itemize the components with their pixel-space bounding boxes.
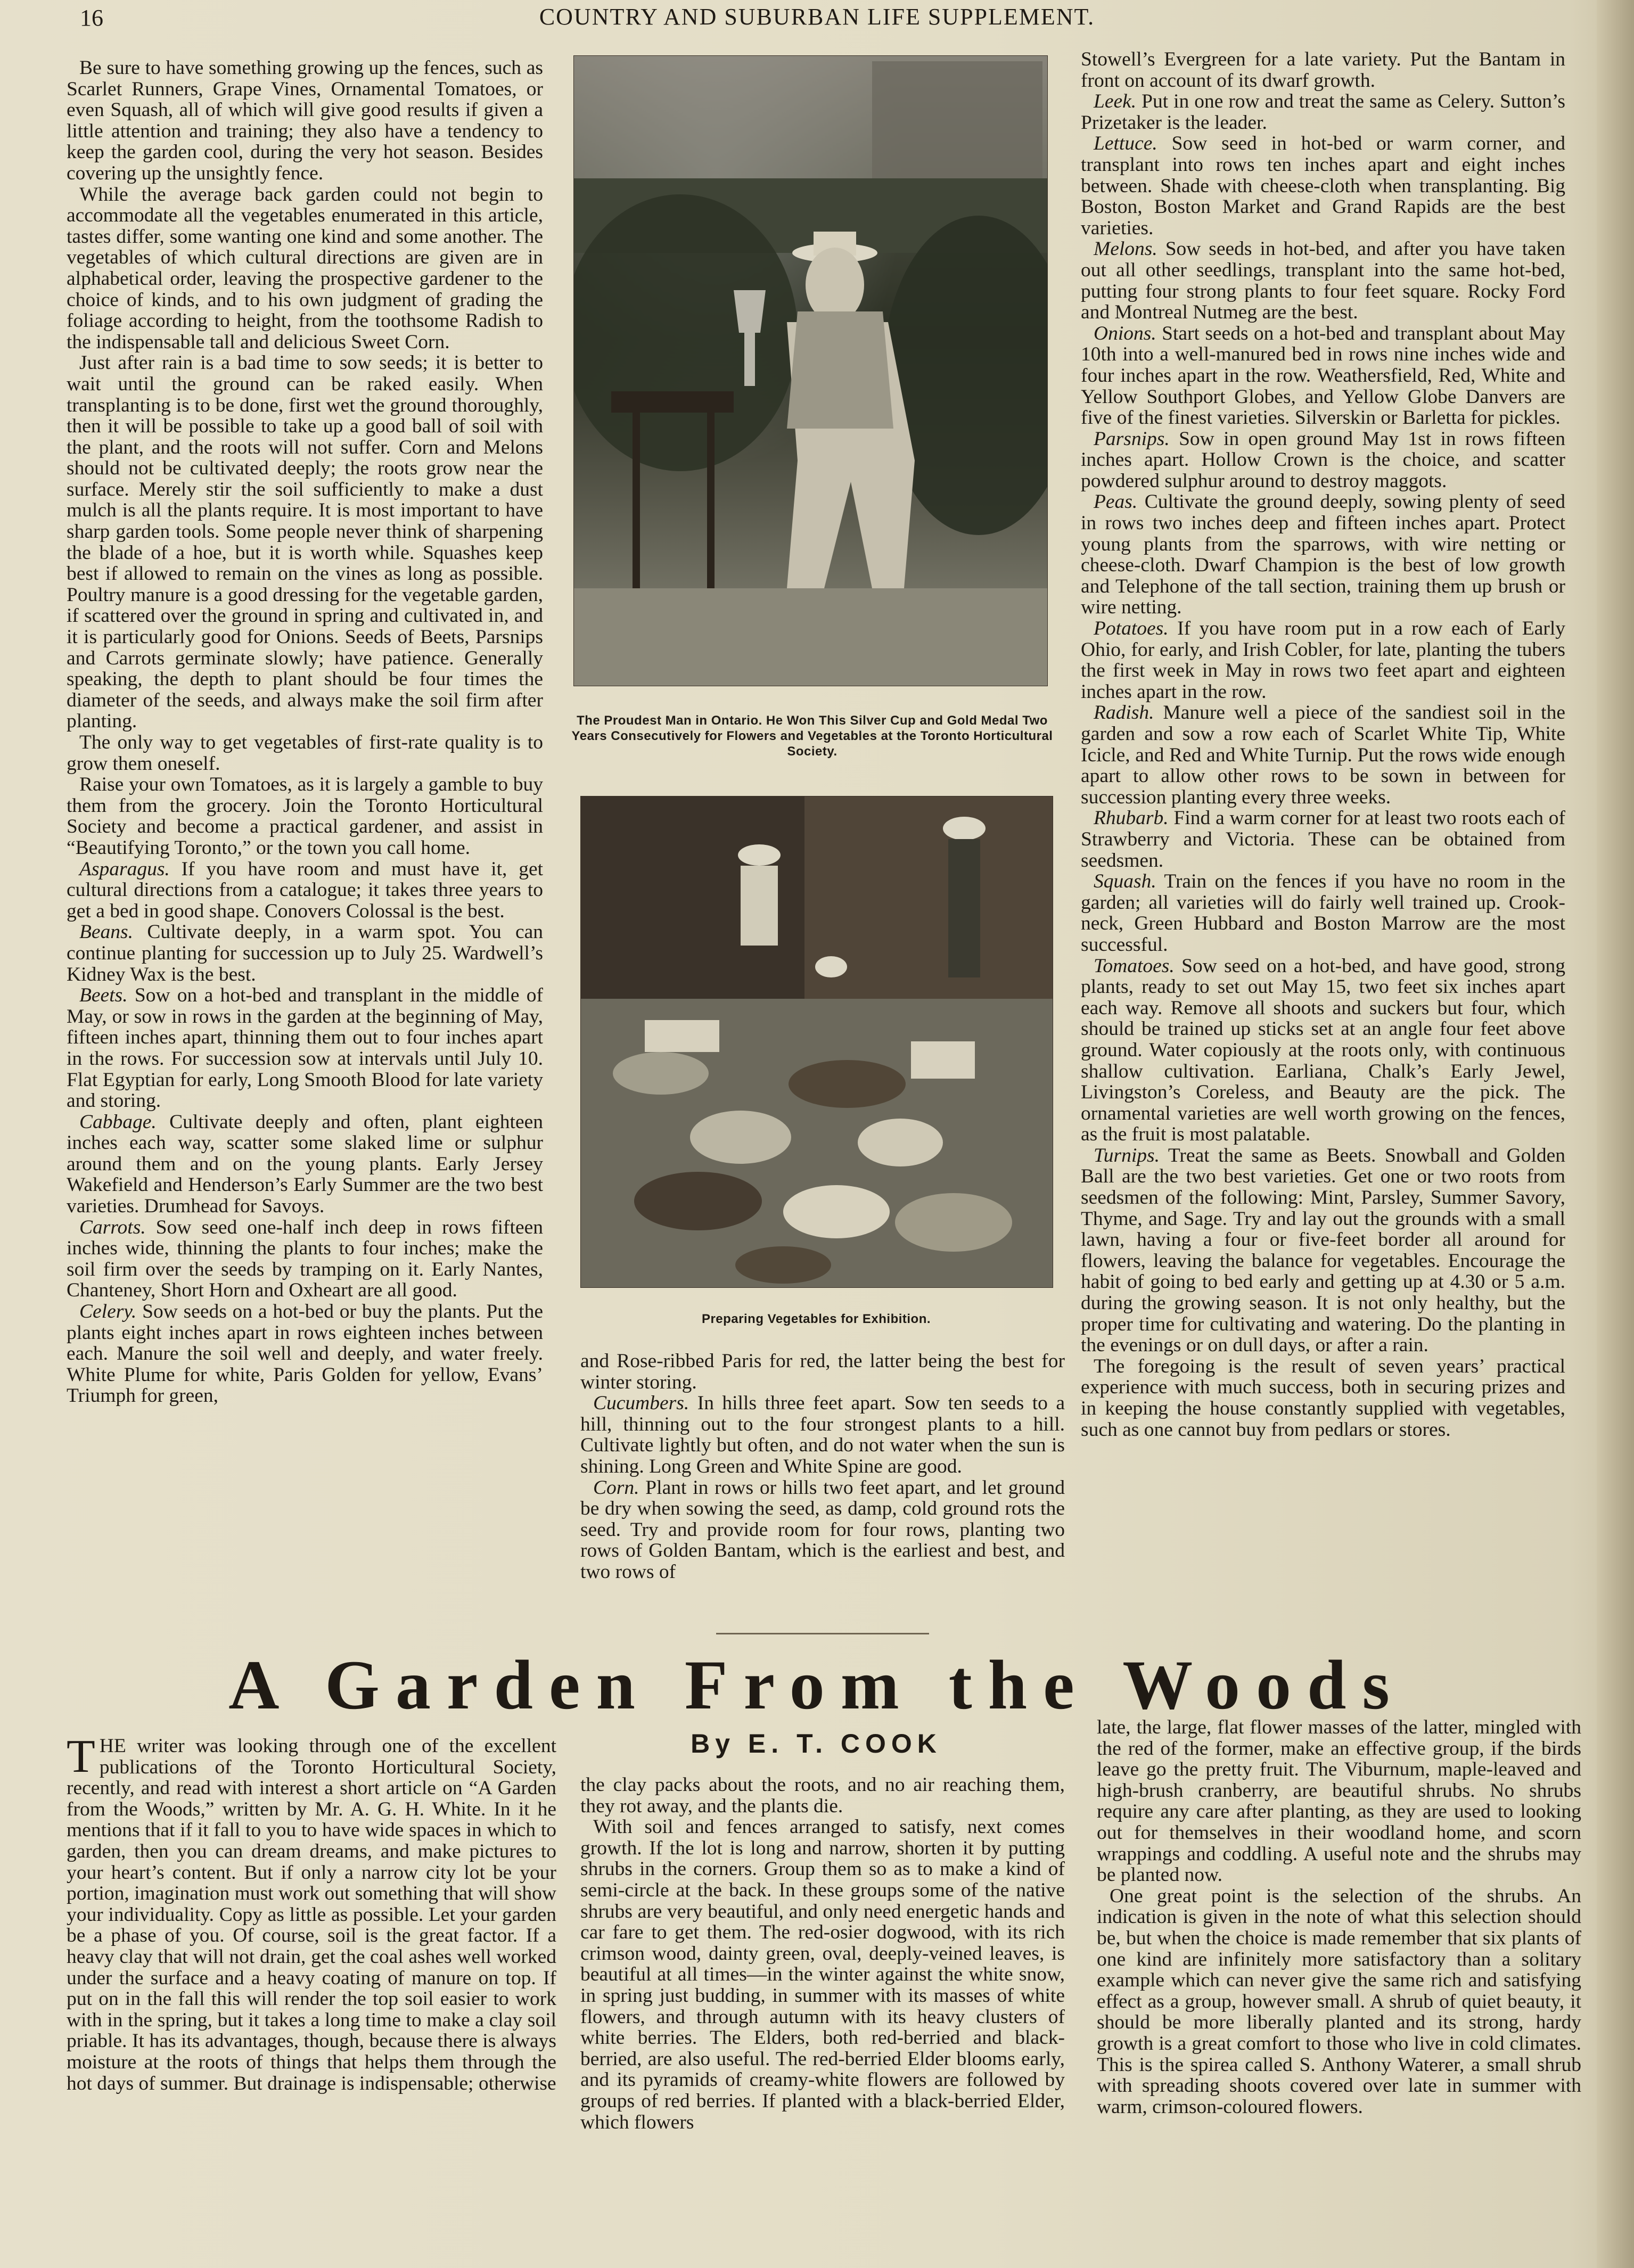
article2-byline: By E. T. COOK bbox=[691, 1729, 942, 1758]
article2-first-paragraph: THE writer was looking through one of the excellent publications of the Toronto Horticultural Society, recently, and read with interest a short article on “A Garden from the Woods,” written by Mr. A. G. H. White. In it he mentions that if it fall to you to have wide spaces in which to garden, then you can dream dreams, and make pictures to your heart’s content. But if only a narrow city lot be your portion, imagination must work out something that will show your individuality. Copy as little as possible. Let your garden be a phase of you. Of course, soil is the great factor. If a heavy clay that will not drain, get the coal ashes well worked under the surface and a heavy coating of manure on top. If put on in the fall this will render the top soil easier to work with in the spring, but it takes a long time to make a clay soil priable. It has its advantages, though, because there is always moisture at the roots of things that helps them through the hot days of summer. But drainage is indispensable; otherwise bbox=[67, 1731, 556, 2094]
paragraph-continuation: the clay packs about the roots, and no air reaching them, they rot away, and the plants die. bbox=[580, 1774, 1065, 1817]
paragraph: Just after rain is a bad time to sow seeds; it is better to wait until the ground can be raked easily. When transplanting is to be done, first wet the ground thoroughly, then it will be possible to take up a good ball of soil with the plant, and the roots will not suffer. Corn and Melons should not be cultivated deeply; the roots grow near the surface. Merely stir the soil sufficiently to make a dust mulch is all the plants require. It is most important to have sharp garden tools. Some people never think of sharpening the blade of a hoe, but it is worth while. Squashes keep best if allowed to remain on the vines as long as possible. Poultry manure is a good dressing for the vegetable garden, if scattered over the ground in spring and cultivated in, and it is particularly good for Onions. Seeds of Beets, Parsnips and Carrots germinate slowly; have patience. Generally speaking, the depth to plant should be four times the diameter of the seeds, and always make the soil firm after planting. bbox=[67, 352, 543, 733]
entry-beans: Beans. Cultivate deeply, in a warm spot. You can continue planting for succession up to July 25. Wardwell’s Kidney Wax is the best. bbox=[67, 921, 544, 985]
entry-name: Celery. bbox=[79, 1301, 137, 1323]
entry-name: Peas. bbox=[1094, 491, 1138, 513]
entry-corn: Corn. Plant in rows or hills two feet apart, and let ground be dry when sowing the seed, as damp, cold ground rots the seed. Try and provide room for four rows, planting two rows of Golden Bantam, which is the earliest and best, and two rows of bbox=[580, 1476, 1065, 1583]
paragraph: The only way to get vegetables of first-rate quality is to grow them oneself. bbox=[67, 732, 543, 775]
photo2-caption: Preparing Vegetables for Exhibition. bbox=[701, 1312, 931, 1326]
entry-tomatoes: Tomatoes. Sow seed on a hot-bed, and have good, strong plants, ready to set out May 15, two feet six inches apart each way. Remove all shoots and suckers but four, which should be trained up sticks set at an angle four feet above ground. Water copiously at the roots only, with continuous shallow cultivation. Earliana, Chalk’s Early Jewel, Livingston’s Coreless, and Beauty are the pick. The ornamental varieties are well worth growing on the fences, as the fruit is most palatable. bbox=[1081, 955, 1565, 1146]
entry-celery: Celery. Sow seeds on a hot-bed or buy the plants. Put the plants eight inches apart in rows eighteen inches between each. Manure the soil well and deeply, and water freely. White Plume for white, Paris Golden for yellow, Evans’ Triumph for green, bbox=[67, 1301, 543, 1407]
entry-name: Melons. bbox=[1094, 238, 1157, 260]
entry-name: Potatoes. bbox=[1094, 618, 1169, 640]
article2-column-3 bbox=[1097, 1717, 1581, 2117]
entry-cucumbers: Cucumbers. In hills three feet apart. Sow ten seeds to a hill, thinning out to the four strongest plants to a hill. Cultivate lightly but often, and do not water when the sun is shining. Long Green and White Spine are good. bbox=[580, 1392, 1065, 1477]
entry-potatoes: Potatoes. If you have room put in a row each of Early Ohio, for early, and Irish Cobler, for late, planting the tubers the first week in May in rows two feet apart and eighteen inches apart in the row. bbox=[1081, 618, 1566, 703]
paragraph: With soil and fences arranged to satisfy, next comes growth. If the lot is long and narrow, shorten it by putting shrubs in the corners. Group them so as to make a kind of semi-circle at the back. In these groups some of the native shrubs are very beautiful, and only need energetic hands and car fare to get them. The red-osier dogwood, with its rich crimson wood, dainty green, oval, deeply-veined leaves, is beautiful at all times—in the winter against the white snow, in spring just budding, in summer with its masses of white flowers, and through autumn with its heavy clusters of white berries. The Elders, both red-berried and black-berried, are also useful. The red-berried Elder blooms early, and its pyramids of creamy-white flowers are followed by groups of red berries. If planted with a black-berried Elder, which flowers bbox=[580, 1816, 1065, 2133]
entry-name: Onions. bbox=[1094, 322, 1156, 344]
entry-squash: Squash. Train on the fences if you have no room in the garden; all varieties will do fairly well trained up. Crook-neck, Green Hubbard and Boston Marrow are the most successful. bbox=[1081, 870, 1565, 956]
entry-beets: Beets. Sow on a hot-bed and transplant in the middle of May, or sow in rows in the garden at the beginning of May, fifteen inches apart, thinning them out to four inches apart in the rows. For succession sow at intervals until July 10. Flat Egyptian for early, Long Smooth Blood for late variety and storing. bbox=[67, 984, 543, 1112]
photo-vegetables-illustration bbox=[581, 796, 1053, 1287]
entry-name: Turnips. bbox=[1094, 1144, 1160, 1166]
entry-name: Leek. bbox=[1094, 91, 1137, 113]
paragraph: One great point is the selection of the shrubs. An indication is given in the note of what this selection should be, but when the choice is made remember that six plants of one kind are infinitely more satisfactory than a solitary example which can never give the same rich and satisfying effect as a group, however small. A shrub of quiet beauty, it should be more liberally planted and its strong, hardy growth is a great comfort to those who live in cold climates. This is the spirea called S. Anthony Waterer, a small shrub with spreading shoots covered over late in summer with warm, crimson-coloured flowers. bbox=[1097, 1885, 1581, 2118]
article2-column-2 bbox=[580, 1774, 1065, 2133]
entry-name: Cabbage. bbox=[79, 1111, 157, 1133]
photo-preparing-vegetables bbox=[580, 796, 1053, 1288]
paragraph-continuation: Stowell’s Evergreen for a late variety. Put the Bantam in front on account of its dwarf growth. bbox=[1081, 48, 1565, 92]
article2-title: A Garden From the Woods bbox=[228, 1646, 1406, 1724]
section-divider bbox=[716, 1633, 929, 1634]
drop-cap: T bbox=[67, 1731, 95, 1782]
page-number: 16 bbox=[80, 5, 103, 31]
photo-gardener-with-silver-cup bbox=[573, 55, 1048, 686]
entry-name: Beets. bbox=[79, 984, 128, 1007]
entry-name: Carrots. bbox=[79, 1216, 146, 1238]
photo-gardener-illustration bbox=[574, 56, 1047, 686]
entry-onions: Onions. Start seeds on a hot-bed and transplant about May 10th into a well-manured bed in rows nine inches wide and four inches apart in the row. Weathersfield, Red, White and Yellow Southport Globes, and Yellow Globe Danvers are five of the finest varieties. Silverskin or Barletta for pickles. bbox=[1081, 322, 1565, 429]
entry-turnips: Turnips. Treat the same as Beets. Snowball and Golden Ball are the two best varieties. Get one or two roots from seedsmen of the following: Mint, Parsley, Summer Savory, Thyme, and Sage. Try and lay out the grounds with a small lawn, having a four or five-feet border all around for flowers, leaving the balance for vegetables. Encourage the habit of going to bed early and getting up at 4.30 or 5 a.m. during the growing season. It is not only healthy, but the proper time for cultivating and watering. Do the planting in the evenings or on dull days, or after a rain. bbox=[1081, 1144, 1566, 1357]
article1-column-1 bbox=[67, 57, 543, 1407]
paragraph-continuation: late, the large, flat flower masses of the latter, mingled with the red of the former, make an effective group, if the birds leave go the pretty fruit. The Viburnum, maple-leaved and high-brush cranberry, are beautiful shrubs. No shrubs require any care after planting, as they are used to looking out for themselves in their woodland home, and scorn wrappings and coddling. A useful note and the shrubs may be planted now. bbox=[1097, 1716, 1581, 1886]
paragraph-continuation: and Rose-ribbed Paris for red, the latter being the best for winter storing. bbox=[580, 1350, 1065, 1393]
photo1-caption: The Proudest Man in Ontario. He Won This Silver Cup and Gold Medal Two Years Consecutively for Flowers and Vegetables at the Toronto Horticultural Society. bbox=[571, 713, 1053, 759]
entry-name: Rhubarb. bbox=[1094, 807, 1169, 829]
entry-rhubarb: Rhubarb. Find a warm corner for at least two roots each of Strawberry and Victoria. These can be obtained from seedsmen. bbox=[1081, 807, 1566, 872]
page-binding-edge bbox=[1597, 0, 1634, 2268]
entry-carrots: Carrots. Sow seed one-half inch deep in rows fifteen inches wide, thinning the plants to four inches; make the soil firm over the seeds by tramping on it. Early Nantes, Chanteney, Short Horn and Oxheart are all good. bbox=[67, 1216, 543, 1302]
article1-column-3 bbox=[1081, 49, 1565, 1440]
entry-name: Cucumbers. bbox=[593, 1392, 689, 1415]
article1-column-2 bbox=[580, 1351, 1065, 1583]
entry-name: Lettuce. bbox=[1094, 133, 1157, 155]
entry-name: Corn. bbox=[593, 1476, 639, 1499]
entry-name: Parsnips. bbox=[1094, 428, 1170, 450]
entry-name: Radish. bbox=[1094, 702, 1154, 724]
paragraph: Be sure to have something growing up the fences, such as Scarlet Runners, Grape Vines, Ornamental Tomatoes, or even Squash, all of which will give good results if given a little attention and training; they also have a tendency to keep the garden cool, during the very hot season. Besides covering up the unsightly fence. bbox=[67, 57, 543, 184]
running-head: COUNTRY AND SUBURBAN LIFE SUPPLEMENT. bbox=[539, 4, 1095, 30]
entry-name: Beans. bbox=[79, 921, 134, 943]
entry-lettuce: Lettuce. Sow seed in hot-bed or warm corner, and transplant into rows ten inches apart and eight inches between. Shade with cheese-cloth when transplanting. Big Boston, Boston Market and Grand Rapids are the best varieties. bbox=[1081, 133, 1565, 239]
entry-radish: Radish. Manure well a piece of the sandiest soil in the garden and sow a row each of Scarlet White Tip, White Icicle, and Red and White Turnip. Put the rows wide enough apart to allow other rows to be sown in between for succession planting every three weeks. bbox=[1081, 702, 1565, 808]
closing-paragraph: The foregoing is the result of seven years’ practical experience with much success, both in securing prizes and in keeping the house constantly supplied with vegetables, such as one cannot buy from pedlars or stores. bbox=[1081, 1355, 1565, 1441]
entry-name: Squash. bbox=[1094, 870, 1156, 893]
paragraph: While the average back garden could not begin to accommodate all the vegetables enumerated in this article, tastes differ, some wanting one kind and some another. The vegetables of which cultural directions are given are in alphabetical order, leaving the prospective gardener to the choice of kinds, and to his own judgment of grading the foliage according to height, from the toothsome Radish to the indispensable tall and delicious Sweet Corn. bbox=[67, 183, 543, 353]
entry-melons: Melons. Sow seeds in hot-bed, and after you have taken out all other seedlings, transplant into the same hot-bed, putting four strong plants to four feet square. Rocky Ford and Montreal Nutmeg are the best. bbox=[1081, 238, 1565, 324]
entry-asparagus: Asparagus. If you have room and must have it, get cultural directions from a catalogue; it takes three years to get a bed in good shape. Conovers Colossal is the best. bbox=[67, 858, 544, 922]
paragraph: Raise your own Tomatoes, as it is largely a gamble to buy them from the grocery. Join the Toronto Horticultural Society and become a practical gardener, and assist in “Beautifying Toronto,” or the town you call home. bbox=[67, 774, 543, 859]
entry-parsnips: Parsnips. Sow in open ground May 1st in rows fifteen inches apart. Hollow Crown is the choice, and scatter powdered sulphur around to destroy maggots. bbox=[1081, 428, 1566, 492]
entry-leek: Leek. Put in one row and treat the same as Celery. Sutton’s Prizetaker is the leader. bbox=[1081, 91, 1565, 134]
entry-name: Asparagus. bbox=[79, 858, 170, 880]
entry-peas: Peas. Cultivate the ground deeply, sowing plenty of seed in rows two inches deep and fifteen inches apart. Protect young plants from the sparrows, with wire netting or cheese-cloth. Dwarf Champion is the best of low growth and Telephone of the tall section, training them up brush or wire netting. bbox=[1081, 491, 1565, 619]
entry-name: Tomatoes. bbox=[1094, 955, 1175, 977]
article2-column-1 bbox=[67, 1731, 556, 2094]
entry-cabbage: Cabbage. Cultivate deeply and often, plant eighteen inches each way, scatter some slaked lime or sulphur around them and on the young plants. Early Jersey Wakefield and Henderson’s Early Summer are the two best varieties. Drumhead for Savoys. bbox=[67, 1111, 543, 1218]
